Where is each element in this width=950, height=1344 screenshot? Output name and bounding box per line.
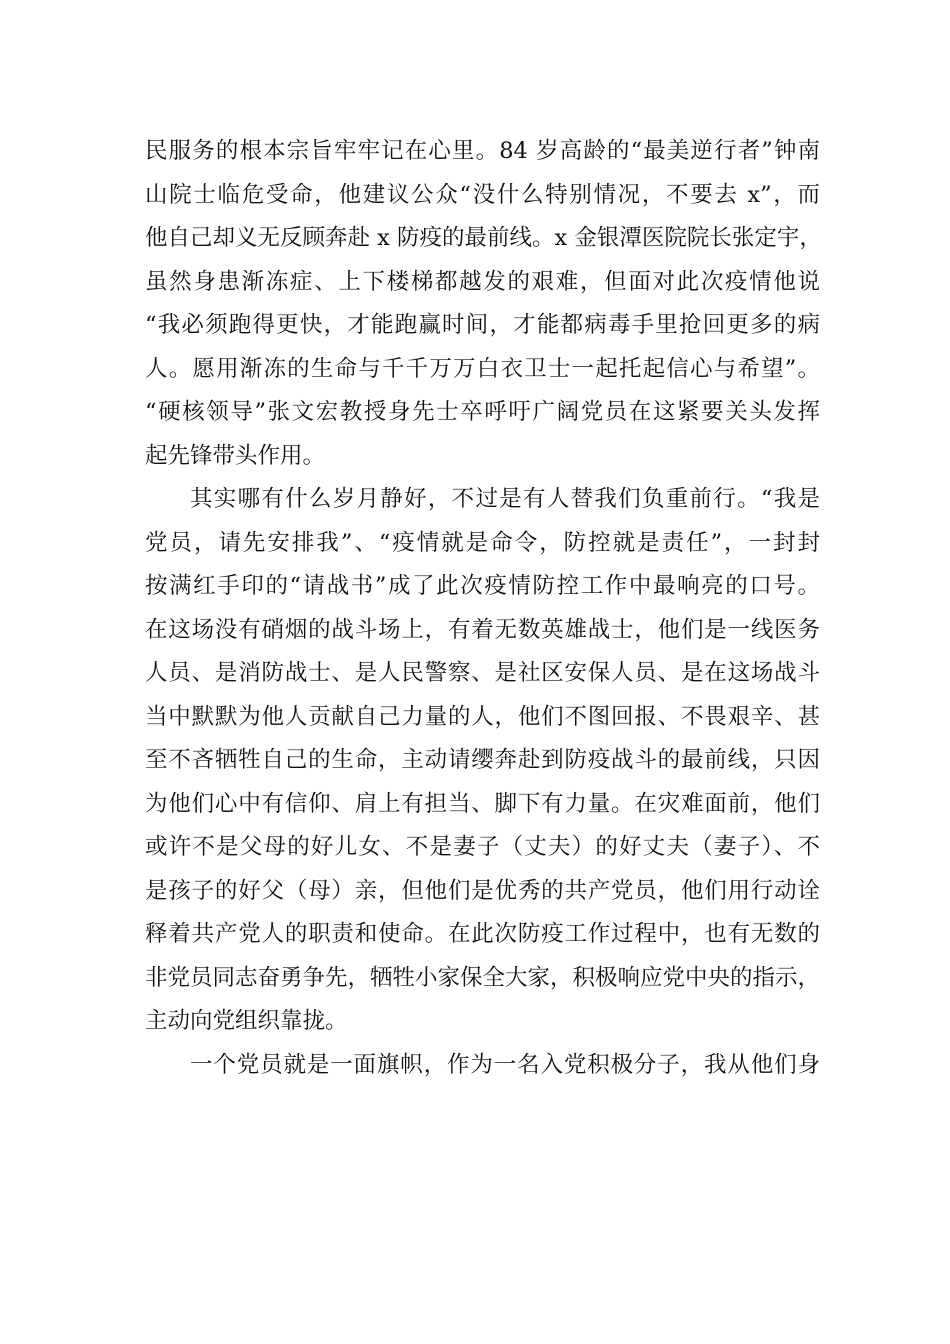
document-body-text [145, 130, 820, 1087]
paragraph-first-line: 一个党员就是一面旗帜，作为一名入党积极分子，我从他们身 [190, 1051, 820, 1078]
text-line: 是孩子的好父（母）亲，但他们是优秀的共产党员，他们用行动诠 [145, 877, 820, 904]
text-line: 党员，请先安排我”、“疫情就是命令，防控就是责任”，一封封 [145, 529, 820, 556]
text-line: 释着共产党人的职责和使命。在此次防疫工作过程中，也有无数的 [145, 921, 820, 947]
text-line: 主动向党组织靠拢。 [145, 1008, 348, 1034]
text-line: 虽然身患渐冻症、上下楼梯都越发的艰难，但面对此次疫情他说 [145, 268, 820, 295]
text-line: 民服务的根本宗旨牢牢记在心里。84 岁高龄的“最美逆行者”钟南 [145, 138, 820, 164]
text-line: “我必须跑得更快，才能跑赢时间，才能都病毒手里抢回更多的病 [145, 312, 820, 338]
text-line: 或许不是父母的好儿女、不是妻子（丈夫）的好丈夫（妻子）、不 [145, 834, 820, 860]
text-line: 起先锋带头作用。 [145, 442, 326, 469]
text-line: 非党员同志奋勇争先，牺牲小家保全大家，积极响应党中央的指示， [145, 964, 821, 991]
text-line: 他自己却义无反顾奔赴 x 防疫的最前线。x 金银潭医院院长张定宇， [145, 225, 822, 251]
text-line: 为他们心中有信仰、肩上有担当、脚下有力量。在灾难面前，他们 [145, 790, 820, 817]
text-line: 人。愿用渐冻的生命与千千万万白衣卫士一起托起信心与希望”。 [145, 355, 820, 382]
text-line: 人员、是消防战士、是人民警察、是社区安保人员、是在这场战斗 [145, 660, 820, 686]
text-line: 至不吝牺牲自己的生命，主动请缨奔赴到防疫战斗的最前线，只因 [145, 747, 820, 773]
text-line: 在这场没有硝烟的战斗场上，有着无数英雄战士，他们是一线医务 [145, 616, 820, 643]
text-line: 按满红手印的“请战书”成了此次疫情防控工作中最响亮的口号。 [145, 573, 820, 599]
text-line: “硬核领导”张文宏教授身先士卒呼吁广阔党员在这紧要关头发挥 [145, 399, 820, 425]
text-line: 山院士临危受命，他建议公众“没什么特别情况，不要去 x”，而 [145, 181, 820, 208]
text-line: 当中默默为他人贡献自己力量的人，他们不图回报、不畏艰辛、甚 [145, 703, 820, 730]
paragraph-first-line: 其实哪有什么岁月静好，不过是有人替我们负重前行。“我是 [190, 486, 820, 512]
